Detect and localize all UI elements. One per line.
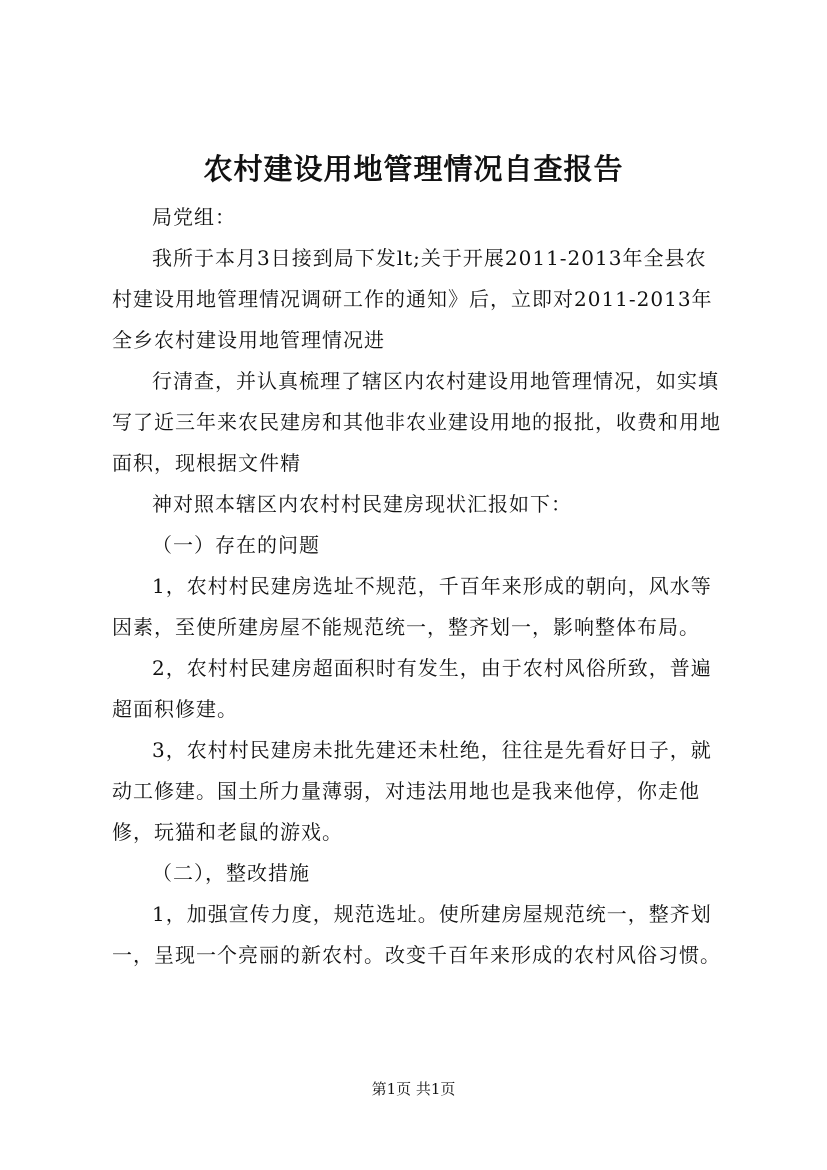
section-heading: （二），整改措施	[152, 861, 310, 885]
document-title: 农村建设用地管理情况自查报告	[203, 152, 624, 186]
section-heading: （一）存在的问题	[152, 533, 320, 557]
paragraph: 行清查，并认真梳理了辖区内农村建设用地管理情况，如实填写了近三年来农民建房和其他非农业建设用地的报批，收费和用地面积，现根据文件精	[112, 369, 721, 475]
paragraph: 1，农村村民建房选址不规范，千百年来形成的朝向，风水等因素，至使所建房屋不能规范统一，整齐划一，影响整体布局。	[112, 574, 712, 639]
page-footer: 第1页 共1页	[371, 1080, 456, 1098]
paragraph: 我所于本月3日接到局下发lt;关于开展2011-2013年全县农村建设用地管理情况调研工作的通知》后，立即对2011-2013年全乡农村建设用地管理情况进	[112, 246, 713, 352]
document-body	[112, 197, 724, 976]
salutation: 局党组：	[152, 205, 236, 229]
paragraph: 3，农村村民建房未批先建还未杜绝，往往是先看好日子，就动工修建。国土所力量薄弱，对违法用地也是我来他停，你走他修，玩猫和老鼠的游戏。	[112, 738, 712, 844]
paragraph: 2，农村村民建房超面积时有发生，由于农村风俗所致，普遍超面积修建。	[112, 656, 712, 721]
paragraph: 1，加强宣传力度，规范选址。使所建房屋规范统一，整齐划一，呈现一个亮丽的新农村。改变千百年来形成的农村风俗习惯。	[112, 902, 721, 967]
paragraph: 神对照本辖区内农村村民建房现状汇报如下：	[152, 492, 572, 516]
